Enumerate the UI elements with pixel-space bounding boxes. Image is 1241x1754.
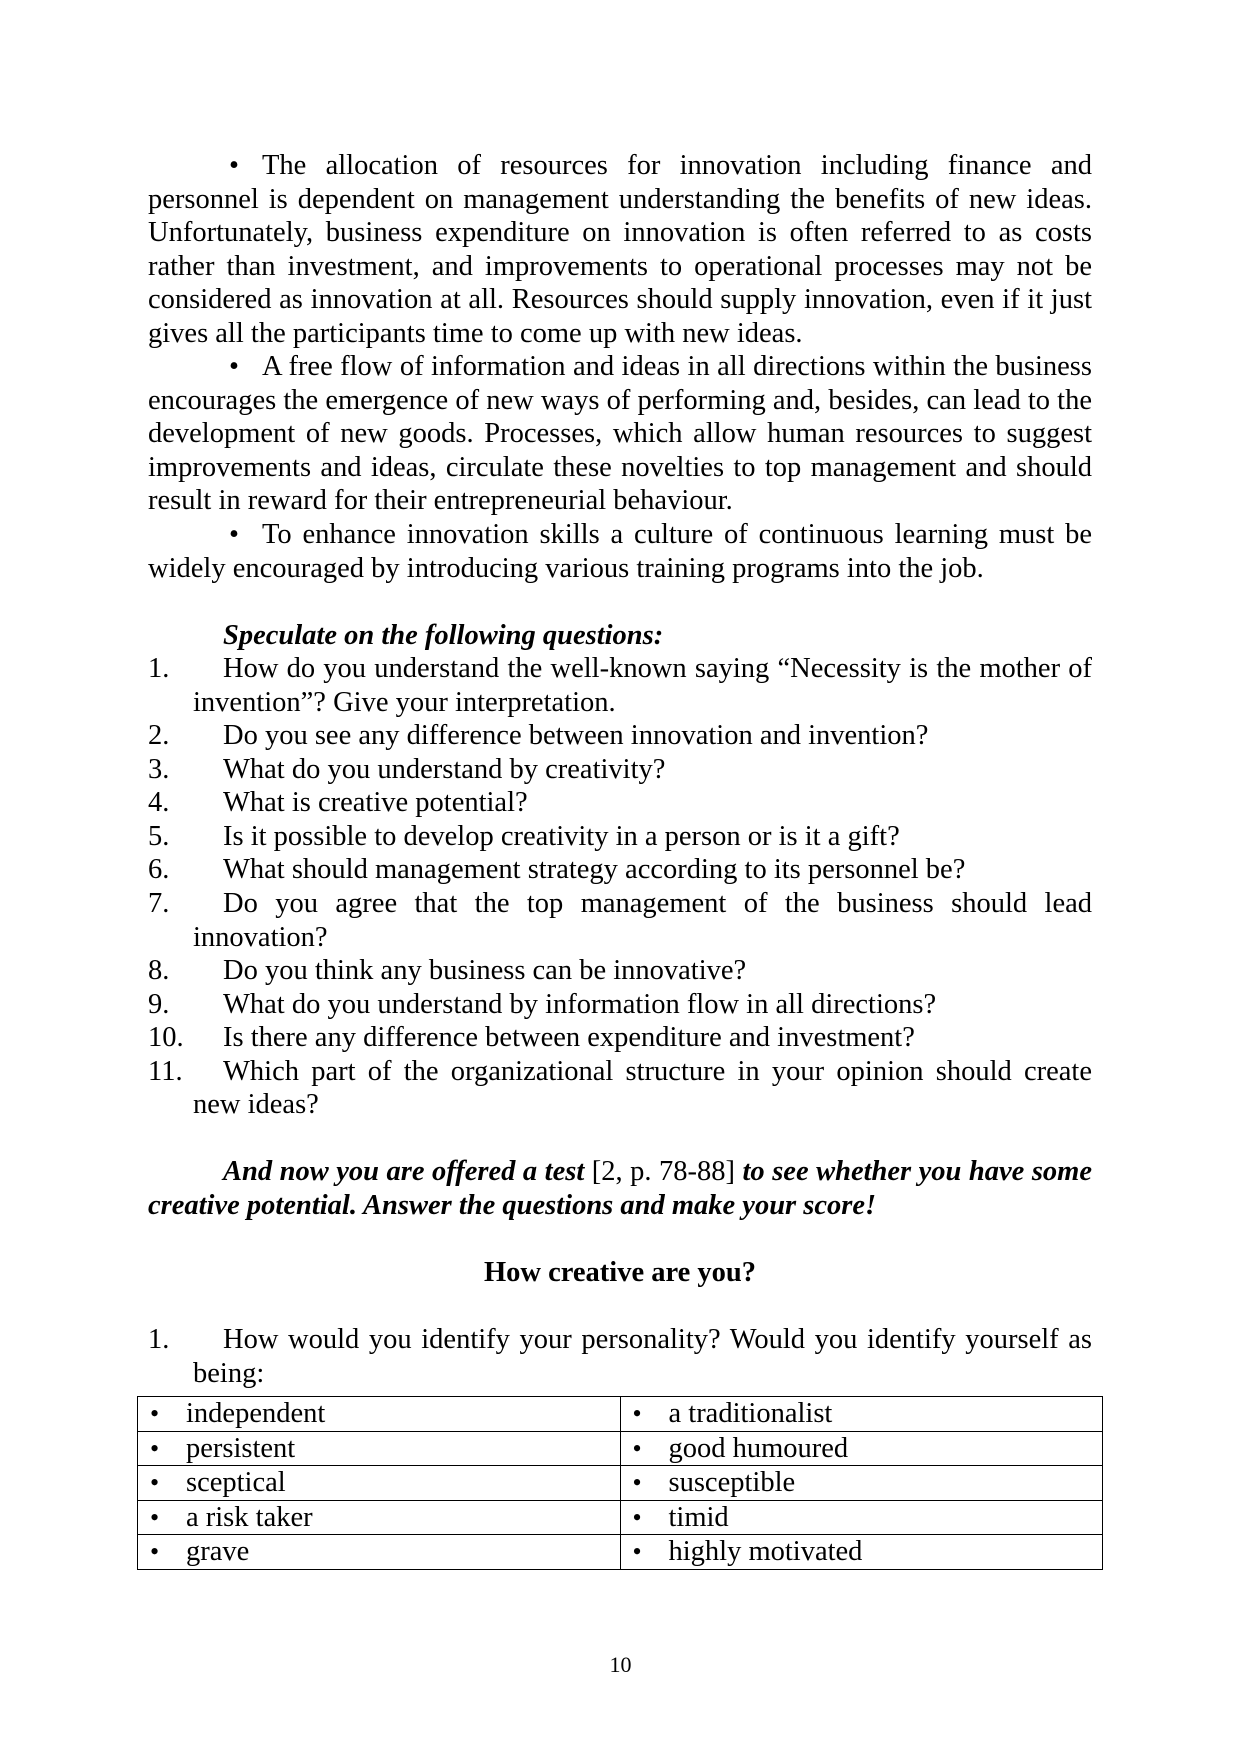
trait-label: a traditionalist [668,1398,833,1430]
trait-label: persistent [186,1432,296,1464]
trait-cell [620,1500,1103,1535]
citation: [2, p. 78-88] [584,1156,743,1188]
question-number: 10. [148,1022,184,1054]
trait-label: good humoured [668,1432,849,1464]
table-row [138,1535,1103,1570]
question-number: 11. [148,1055,183,1087]
trait-cell [138,1535,621,1570]
table-row [138,1500,1103,1535]
bullet-icon: • [632,1502,642,1532]
question-number: 5. [148,820,170,852]
question-item [148,1021,1092,1055]
question-number: 4. [148,787,170,819]
bullet-icon: • [229,150,239,181]
question-number: 7. [148,888,170,920]
trait-cell [138,1431,621,1466]
question-item [148,988,1092,1022]
question-item [148,820,1092,854]
trait-label: a risk taker [186,1501,313,1533]
question-item [148,719,1092,753]
question-text: What do you understand by information flow in all directions? [223,988,937,1020]
trait-cell [620,1466,1103,1501]
trait-label: grave [186,1536,250,1568]
question-item [148,887,1092,954]
bullet-icon: • [229,351,239,383]
trait-cell [620,1535,1103,1570]
question-text: What should management strategy according to its personnel be? [223,854,966,886]
question-item [148,652,1092,719]
bullet-icon: • [150,1433,160,1463]
spacer [148,585,1092,619]
trait-cell [620,1397,1103,1432]
bullet-icon: • [229,519,239,551]
trait-cell [138,1500,621,1535]
bullet-icon: • [150,1468,160,1498]
trait-label: highly motivated [668,1536,863,1568]
trait-label: timid [668,1501,729,1533]
questions-heading: Speculate on the following questions: [223,619,664,651]
bullet-icon: • [150,1399,160,1429]
bullet-paragraph-information-flow: • A free flow of information and ideas in all directions within the business encourages the emergence of new ways of performing and, besides, can lead to the development of new goods. Processes, which allow human resources to suggest improvements and ideas, circulate these novelties to top management and should result in reward for their entrepreneurial behaviour. [148,351,1092,517]
question-item [148,853,1092,887]
bullet-paragraph-resources: • The allocation of resources for innovation including finance and personnel is dependent on management understanding the benefits of new ideas. Unfortunately, business expenditure on innovation is often referred to as costs rather than investment, and improvements to operational processes may not be considered as innovation at all. Resources should supply innovation, even if it just gives all the participants time to come up with new ideas. [148,150,1092,349]
question-number: 8. [148,955,170,987]
test-question-1: 1. How would you identify your personality? Would you identify yourself as being: [148,1324,1092,1389]
trait-label: sceptical [186,1467,286,1499]
bullet-icon: • [632,1399,642,1429]
table-row [138,1466,1103,1501]
trait-cell [620,1431,1103,1466]
question-item [148,786,1092,820]
question-text: Which part of the organizational structure in your opinion should create new ideas? [193,1055,1092,1121]
bullet-paragraph-learning: • To enhance innovation skills a culture of continuous learning must be widely encouraged by introducing various training programs into the job. [148,519,1092,584]
question-number: 6. [148,854,170,886]
spacer [148,1290,1092,1324]
question-item [148,954,1092,988]
question-number: 1. [148,653,170,685]
trait-label: susceptible [668,1467,796,1499]
question-text: Do you agree that the top management of the business should lead innovation? [193,888,1092,953]
trait-cell [138,1466,621,1501]
question-number: 2. [148,720,170,752]
question-text: What do you understand by creativity? [223,753,666,785]
question-text: Do you see any difference between innovation and invention? [223,720,929,752]
bullet-icon: • [150,1502,160,1532]
traits-table [137,1396,1103,1570]
bullet-icon: • [632,1537,642,1567]
test-intro: And now you are offered a test [2, p. 78-88] to see whether you have some creative potential. Answer the questions and make your score! [148,1156,1092,1221]
spacer [148,1223,1092,1257]
trait-cell [138,1397,621,1432]
question-text: Do you think any business can be innovative? [223,955,747,987]
question-text: Is there any difference between expenditure and investment? [223,1022,915,1054]
test-title: How creative are you? [483,1257,756,1289]
spacer [148,1122,1092,1156]
page-body [148,149,1092,1390]
question-text: Is it possible to develop creativity in a person or is it a gift? [223,820,900,852]
question-number: 3. [148,753,170,785]
bullet-icon: • [150,1537,160,1567]
table-row [138,1431,1103,1466]
table-row [138,1397,1103,1432]
question-text: What is creative potential? [223,787,528,819]
question-number: 9. [148,988,170,1020]
question-item [148,1055,1092,1122]
bullet-icon: • [632,1468,642,1498]
question-text: How do you understand the well-known saying “Necessity is the mother of invention”? Give your interpretation. [193,653,1092,718]
questions-list [148,652,1092,1122]
trait-label: independent [186,1398,326,1430]
question-item [148,753,1092,787]
page-number: 10 [609,1652,632,1677]
bullet-icon: • [632,1433,642,1463]
